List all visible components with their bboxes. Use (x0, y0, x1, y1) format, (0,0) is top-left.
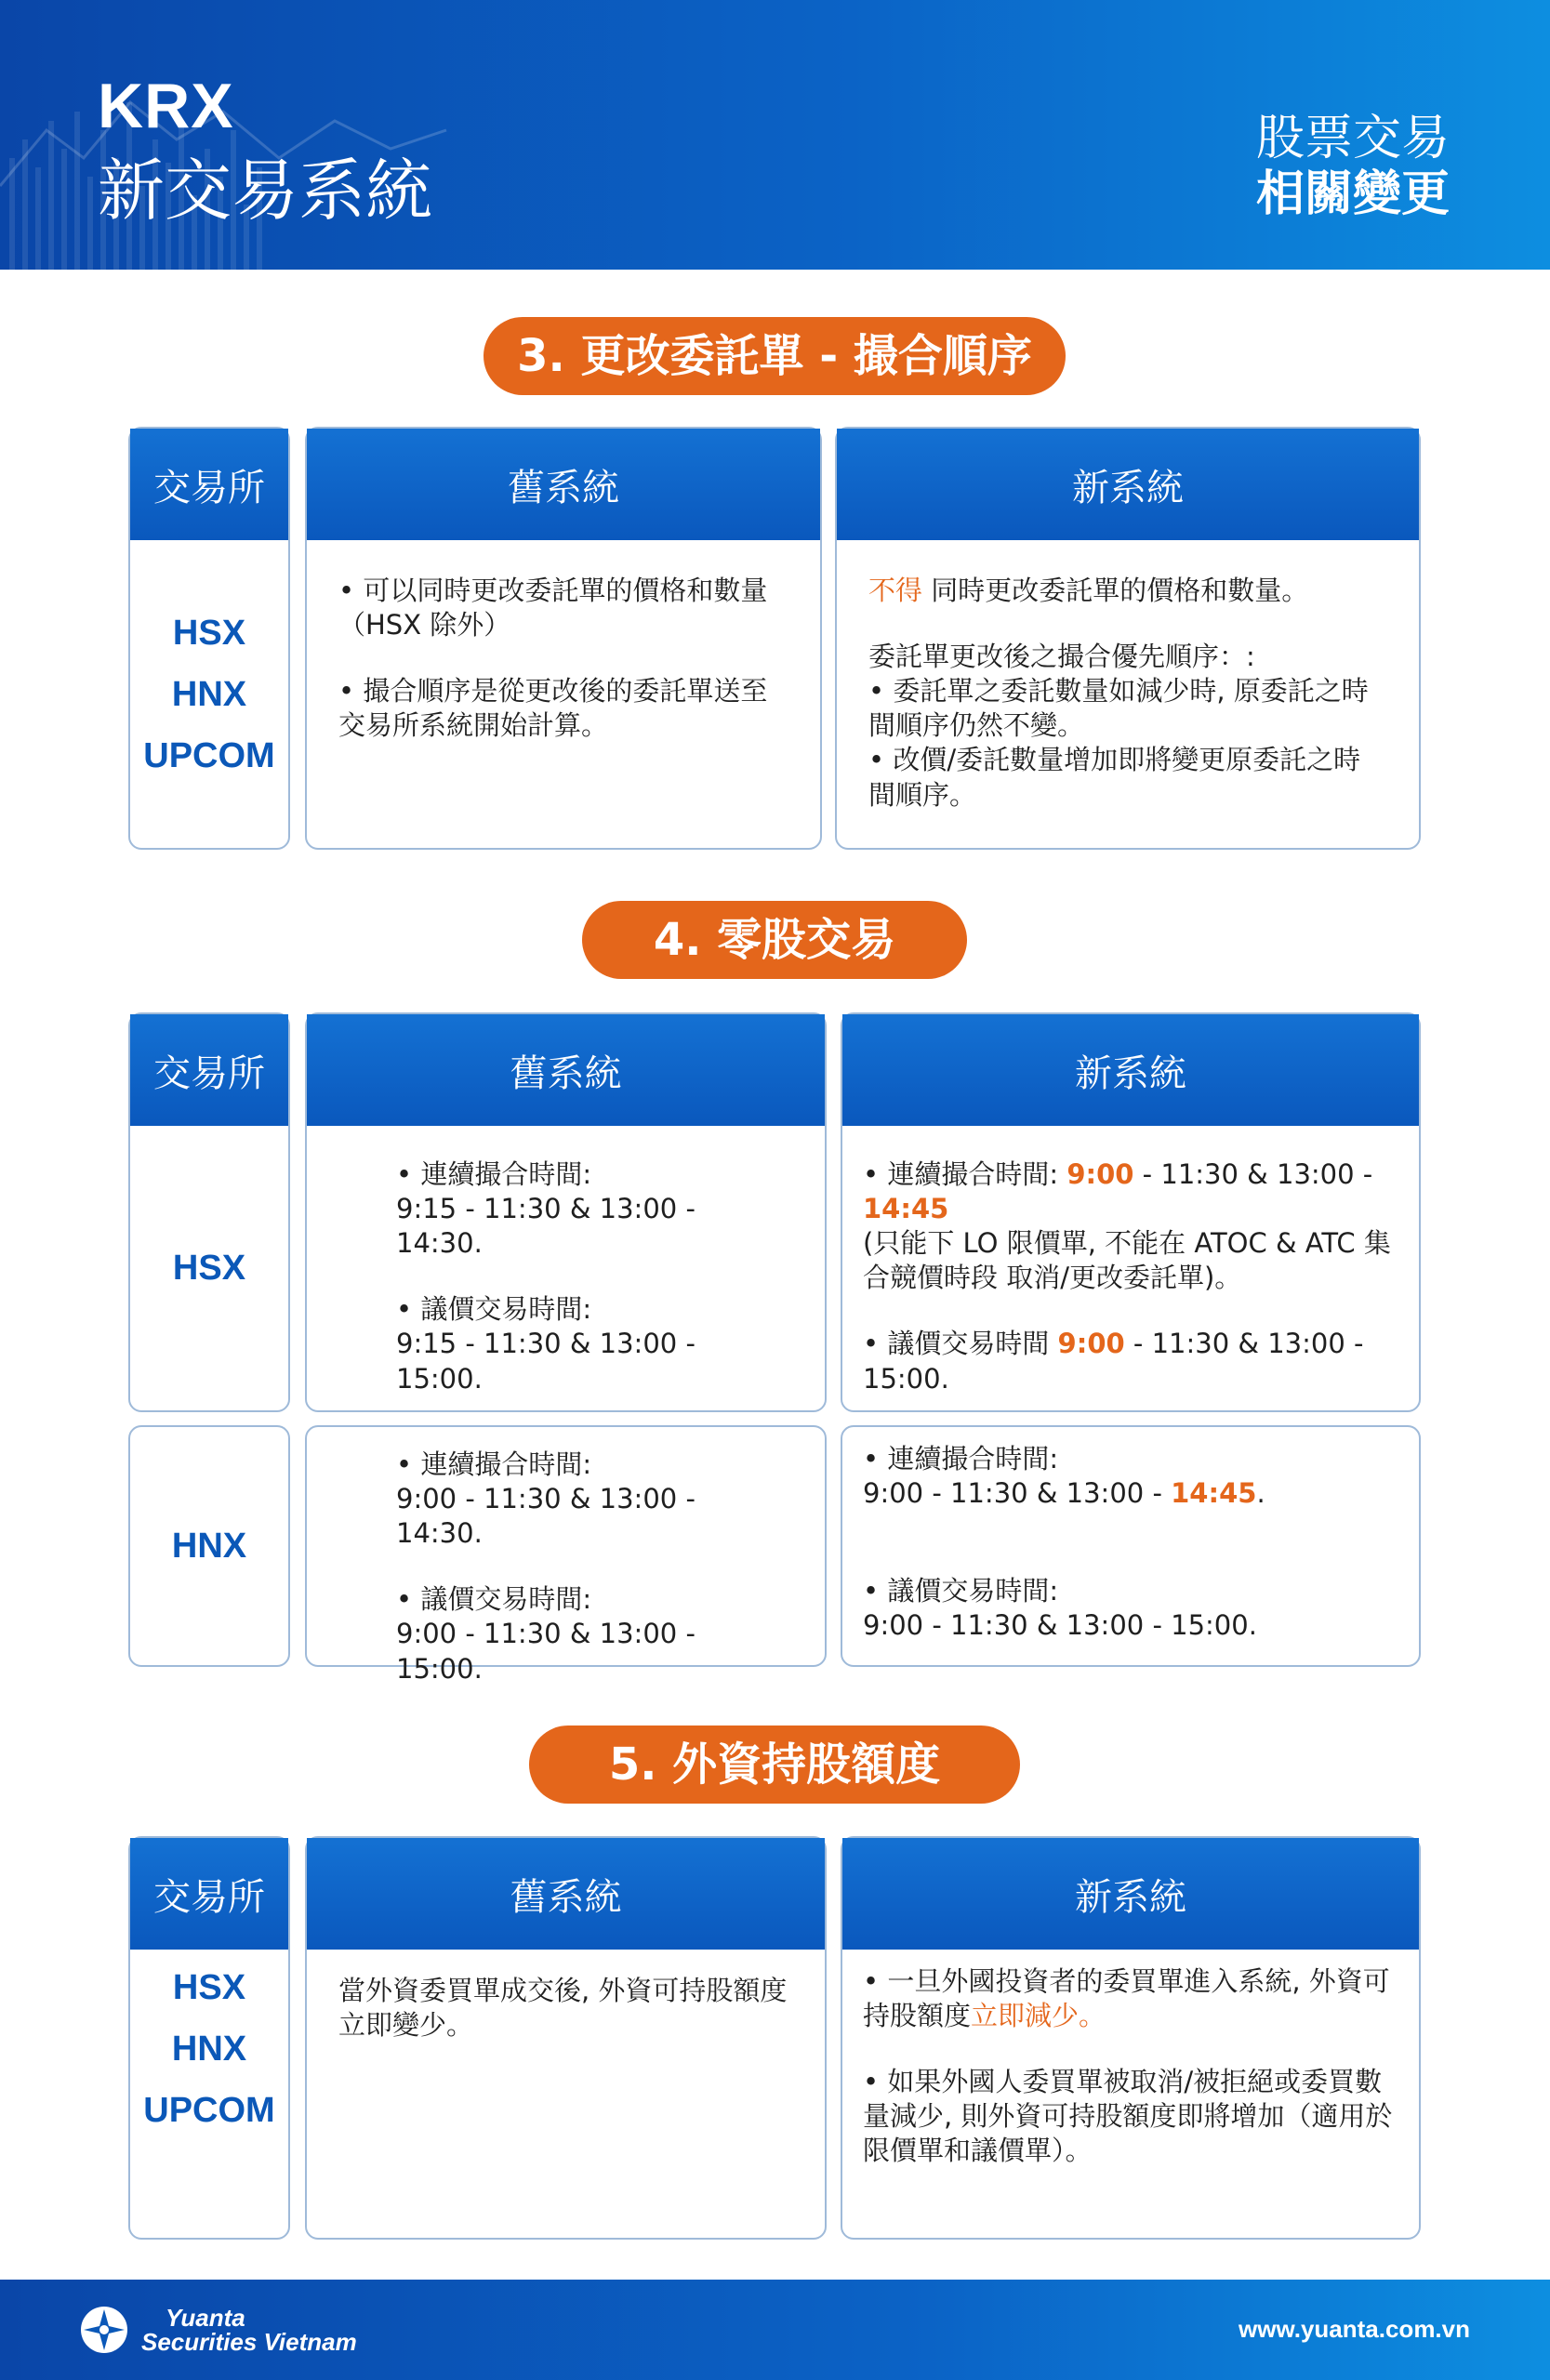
exchange-hsx: HSX (172, 613, 246, 653)
new-system-header: 新系統 (842, 1014, 1419, 1126)
old-system-header: 舊系統 (307, 429, 820, 540)
tagline-line2: 相關變更 (1255, 165, 1450, 222)
exchange-header: 交易所 (130, 1014, 288, 1126)
new-text-2-line3: • 改價/委託數量增加即將變更原委託之時間順序。 (868, 744, 1361, 811)
hnx-new-match-dot: . (1256, 1477, 1265, 1510)
section4-hsx-exchange-card (128, 1012, 290, 1412)
hnx-old-negotiate-time: 9:00 - 11:30 & 13:00 - 15:00. (396, 1618, 696, 1685)
section5-new-text-1: • 一旦外國投資者的委買單進入系統, 外資可持股額度 (863, 1965, 1390, 2032)
exchange-hnx: HNX (171, 674, 247, 714)
section3-title: 3. 更改委託單 - 撮合順序 (484, 317, 1066, 395)
hsx-old-match-time: 9:15 - 11:30 & 13:00 - 14:30. (396, 1193, 696, 1260)
tagline (1256, 112, 1450, 223)
section5-title: 5. 外資持股額度 (529, 1726, 1020, 1804)
hnx-new-match-time: 9:00 - 11:30 & 13:00 - (863, 1477, 1172, 1510)
exchange-hnx: HNX (171, 1527, 247, 1566)
yuanta-logo (80, 2306, 357, 2354)
old-system-header: 舊系統 (307, 1838, 825, 1950)
exchange-header: 交易所 (130, 1838, 288, 1950)
section3-old-system-card (305, 427, 822, 850)
exchange-upcom: UPCOM (143, 2091, 275, 2130)
exchange-upcom: UPCOM (143, 735, 275, 775)
section4-hnx-old-card (305, 1425, 827, 1685)
logo-line1: Yuanta (166, 2304, 245, 2332)
section3-exchange-card (128, 427, 290, 850)
hsx-new-negotiate-start: 9:00 (1057, 1328, 1125, 1360)
exchange-header: 交易所 (130, 429, 288, 540)
section5-new-system-card (841, 1836, 1421, 2240)
highlight-immediately-decrease: 立即減少。 (971, 2000, 1106, 2032)
brand-krx: KRX (98, 71, 234, 141)
hsx-new-match-end: 14:45 (863, 1193, 949, 1225)
section5-old-system-card (305, 1836, 827, 2240)
brand-block (98, 71, 433, 230)
tagline-line1: 股票交易 (1255, 111, 1450, 166)
hnx-old-negotiate-label: • 議價交易時間: (396, 1583, 592, 1616)
hsx-old-negotiate-label: • 議價交易時間: (396, 1293, 592, 1326)
hnx-new-match-label: • 連續撮合時間: (863, 1443, 1059, 1474)
section5-old-text: 當外資委買單成交後, 外資可持股額度立即變少。 (338, 1975, 788, 2042)
new-system-header: 新系統 (837, 429, 1419, 540)
page-title: 新交易系統 (98, 152, 433, 230)
yuanta-logo-icon (80, 2306, 128, 2354)
section3-new-system-card (835, 427, 1421, 850)
footer (0, 2280, 1550, 2380)
exchange-hsx: HSX (172, 1968, 246, 2007)
hnx-new-negotiate-label: • 議價交易時間: (863, 1575, 1059, 1607)
hsx-old-match-label: • 連續撮合時間: (396, 1158, 592, 1190)
hsx-old-negotiate-time: 9:15 - 11:30 & 13:00 - 15:00. (396, 1328, 696, 1395)
section4-hsx-old-card (305, 1012, 827, 1412)
header-banner (0, 0, 1550, 270)
section4-title: 4. 零股交易 (582, 901, 967, 979)
old-system-header: 舊系統 (307, 1014, 825, 1126)
exchange-hnx: HNX (171, 2030, 247, 2069)
highlight-not-allowed: 不得 (868, 575, 923, 606)
hsx-new-match-start: 9:00 (1066, 1158, 1134, 1190)
section4-hsx-new-card (841, 1012, 1421, 1412)
exchange-hsx: HSX (172, 1249, 246, 1288)
new-text-1: 同時更改委託單的價格和數量。 (922, 575, 1309, 606)
new-text-2-line1: 委託單更改後之撮合優先順序：: (868, 641, 1255, 673)
old-text-2: • 撮合順序是從更改後的委託單送至交易所系統開始計算。 (338, 675, 768, 742)
hsx-new-match-mid: - 11:30 & 13:00 - (1133, 1158, 1373, 1190)
hsx-new-match-prefix: • 連續撮合時間: (863, 1158, 1067, 1190)
hsx-new-negotiate-rest: - 11:30 & 13:00 - 15:00. (863, 1328, 1364, 1395)
section5-new-text-2: • 如果外國人委買單被取消/被拒絕或委買數量減少, 則外資可持股額度即將增加（適用於限價單和議價單）。 (863, 2066, 1393, 2167)
hsx-new-match-note: (只能下 LO 限價單, 不能在 ATOC & ATC 集合競價時段 取消/更改委託單)。 (863, 1227, 1391, 1294)
hnx-new-match-end: 14:45 (1171, 1477, 1257, 1510)
new-system-header: 新系統 (842, 1838, 1419, 1950)
hsx-new-negotiate-prefix: • 議價交易時間 (863, 1328, 1058, 1360)
old-text-1: • 可以同時更改委託單的價格和數量（HSX 除外） (338, 575, 768, 641)
section5-exchange-card (128, 1836, 290, 2240)
section4-hnx-new-card (841, 1425, 1421, 1667)
hnx-new-negotiate-time: 9:00 - 11:30 & 13:00 - 15:00. (863, 1609, 1257, 1642)
website-link[interactable]: www.yuanta.com.vn (1239, 2315, 1470, 2343)
hnx-old-match-label: • 連續撮合時間: (396, 1448, 592, 1480)
section4-hnx-exchange-card (128, 1425, 290, 1667)
hnx-old-match-time: 9:00 - 11:30 & 13:00 - 14:30. (396, 1483, 696, 1550)
logo-line2: Securities Vietnam (141, 2328, 357, 2356)
new-text-2-line2: • 委託單之委託數量如減少時, 原委託之時間順序仍然不變。 (868, 675, 1369, 742)
